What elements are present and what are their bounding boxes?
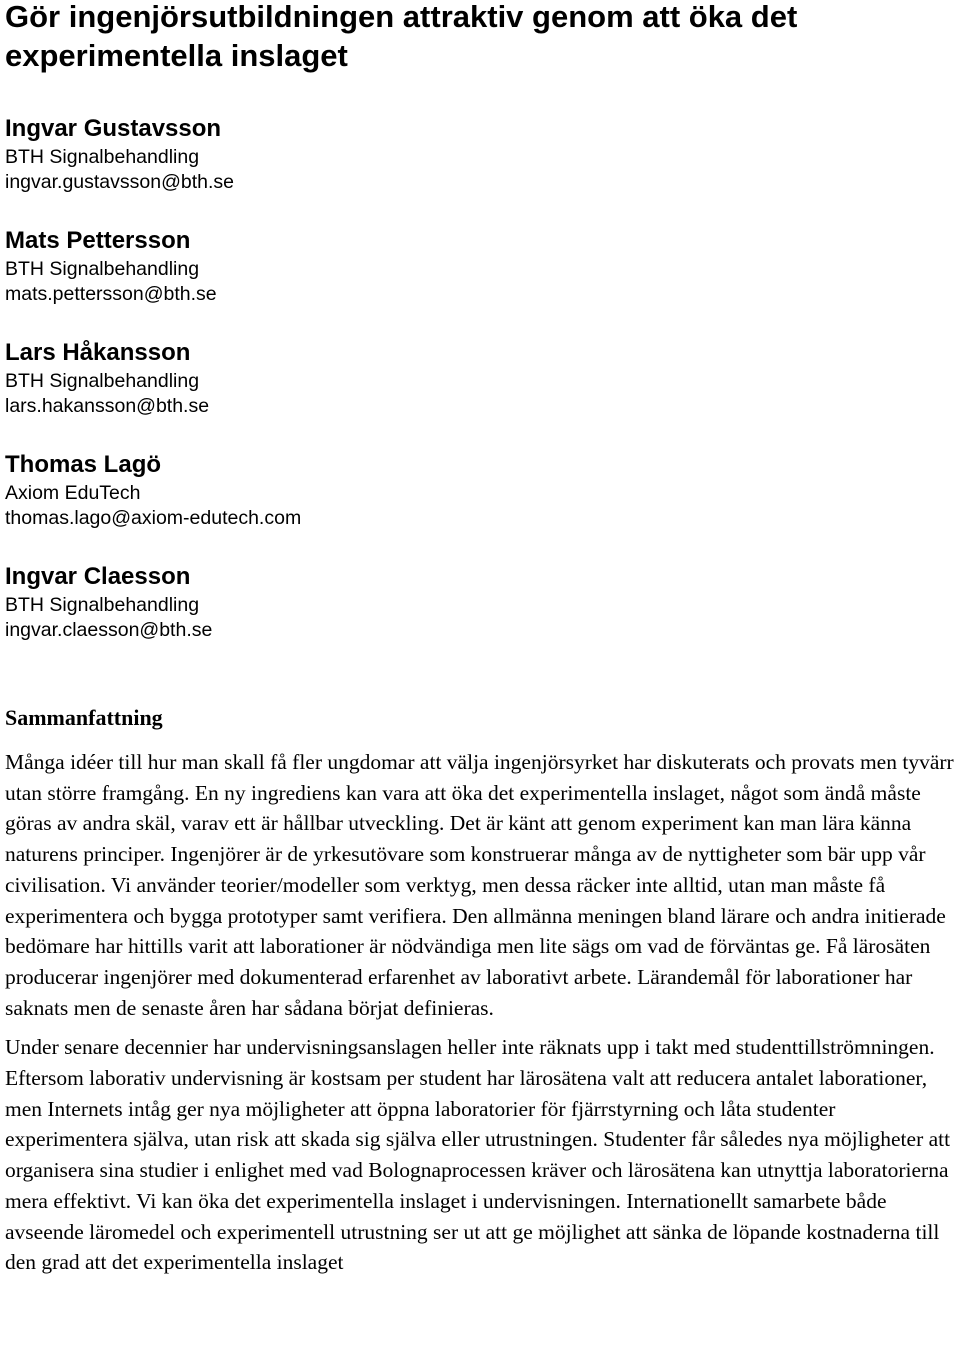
author-affiliation: BTH Signalbehandling [5, 594, 200, 616]
author-email: lars.hakansson@bth.se [5, 395, 210, 417]
author-name: Mats Pettersson [5, 227, 191, 254]
author-block [5, 561, 950, 673]
author-block [5, 225, 950, 337]
author-name: Ingvar Gustavsson [5, 115, 222, 142]
author-list [5, 113, 950, 673]
author-block [5, 113, 950, 225]
author-name: Ingvar Claesson [5, 563, 191, 590]
abstract-section [5, 703, 955, 1278]
abstract-paragraph: Många idéer till hur man skall få fler ungdomar att välja ingenjörsyrket har diskuterats och provats men tyvärr utan större framgång. En ny ingrediens kan vara att öka det experimentella inslaget, något som ändå måste göras av andra skäl, varav ett är hållbar utveckling. Det är känt att genom experiment kan man lära känna naturens principer. Ingenjörer är de yrkesutövare som konstruerar många av de nyttigheter som bär upp vår civilisation. Vi använder teorier/modeller som verktyg, men dessa räcker inte alltid, utan man måste få experimentera och bygga prototyper samt verifiera. Den allmänna meningen bland lärare och andra initierade bedömare har hittills varit att laborationer är nödvändiga men lite sägs om vad de förväntas ge. Få lärosäten producerar ingenjörer med dokumenterad erfarenhet av laborativt arbete. Lärandemål för laborationer har saknats men de senaste åren har sådana börjat definieras. [5, 750, 954, 1020]
abstract-paragraph: Under senare decennier har undervisningsanslagen heller inte räknats upp i takt med studenttillströmningen. Eftersom laborativ undervisning är kostsam per student har lärosätena valt att reducera antalet laborationer, men Internets intåg ger nya möjligheter att öppna laboratorier för fjärrstyrning och låta studenter experimentera själva, utan risk att skada sig själva eller utrustningen. Studenter får således nya möjligheter att organisera sina studier i enlighet med vad Bolognaprocessen kräver och lärosätena kan utnyttja laboratorierna mera effektivt. Vi kan öka det experimentella inslaget i undervisningen. Internationellt samarbete både avseende läromedel och experimentell utrustning ser ut att ge möjlighet att sänka de löpande kostnaderna till den grad att det experimentella inslaget [5, 1035, 951, 1275]
paper-title: Gör ingenjörsutbildningen attraktiv genom att öka det experimentella inslaget [5, 0, 798, 73]
author-affiliation: BTH Signalbehandling [5, 258, 200, 280]
author-email: ingvar.claesson@bth.se [5, 619, 213, 641]
author-name: Thomas Lagö [5, 451, 162, 478]
author-affiliation: BTH Signalbehandling [5, 146, 200, 168]
author-block [5, 337, 950, 449]
author-email: ingvar.gustavsson@bth.se [5, 171, 235, 193]
author-email: thomas.lago@axiom-edutech.com [5, 507, 302, 529]
author-email: mats.pettersson@bth.se [5, 283, 217, 305]
author-block [5, 449, 950, 561]
author-affiliation: Axiom EduTech [5, 482, 141, 504]
author-affiliation: BTH Signalbehandling [5, 370, 200, 392]
author-name: Lars Håkansson [5, 339, 191, 366]
abstract-heading: Sammanfattning [5, 705, 163, 730]
